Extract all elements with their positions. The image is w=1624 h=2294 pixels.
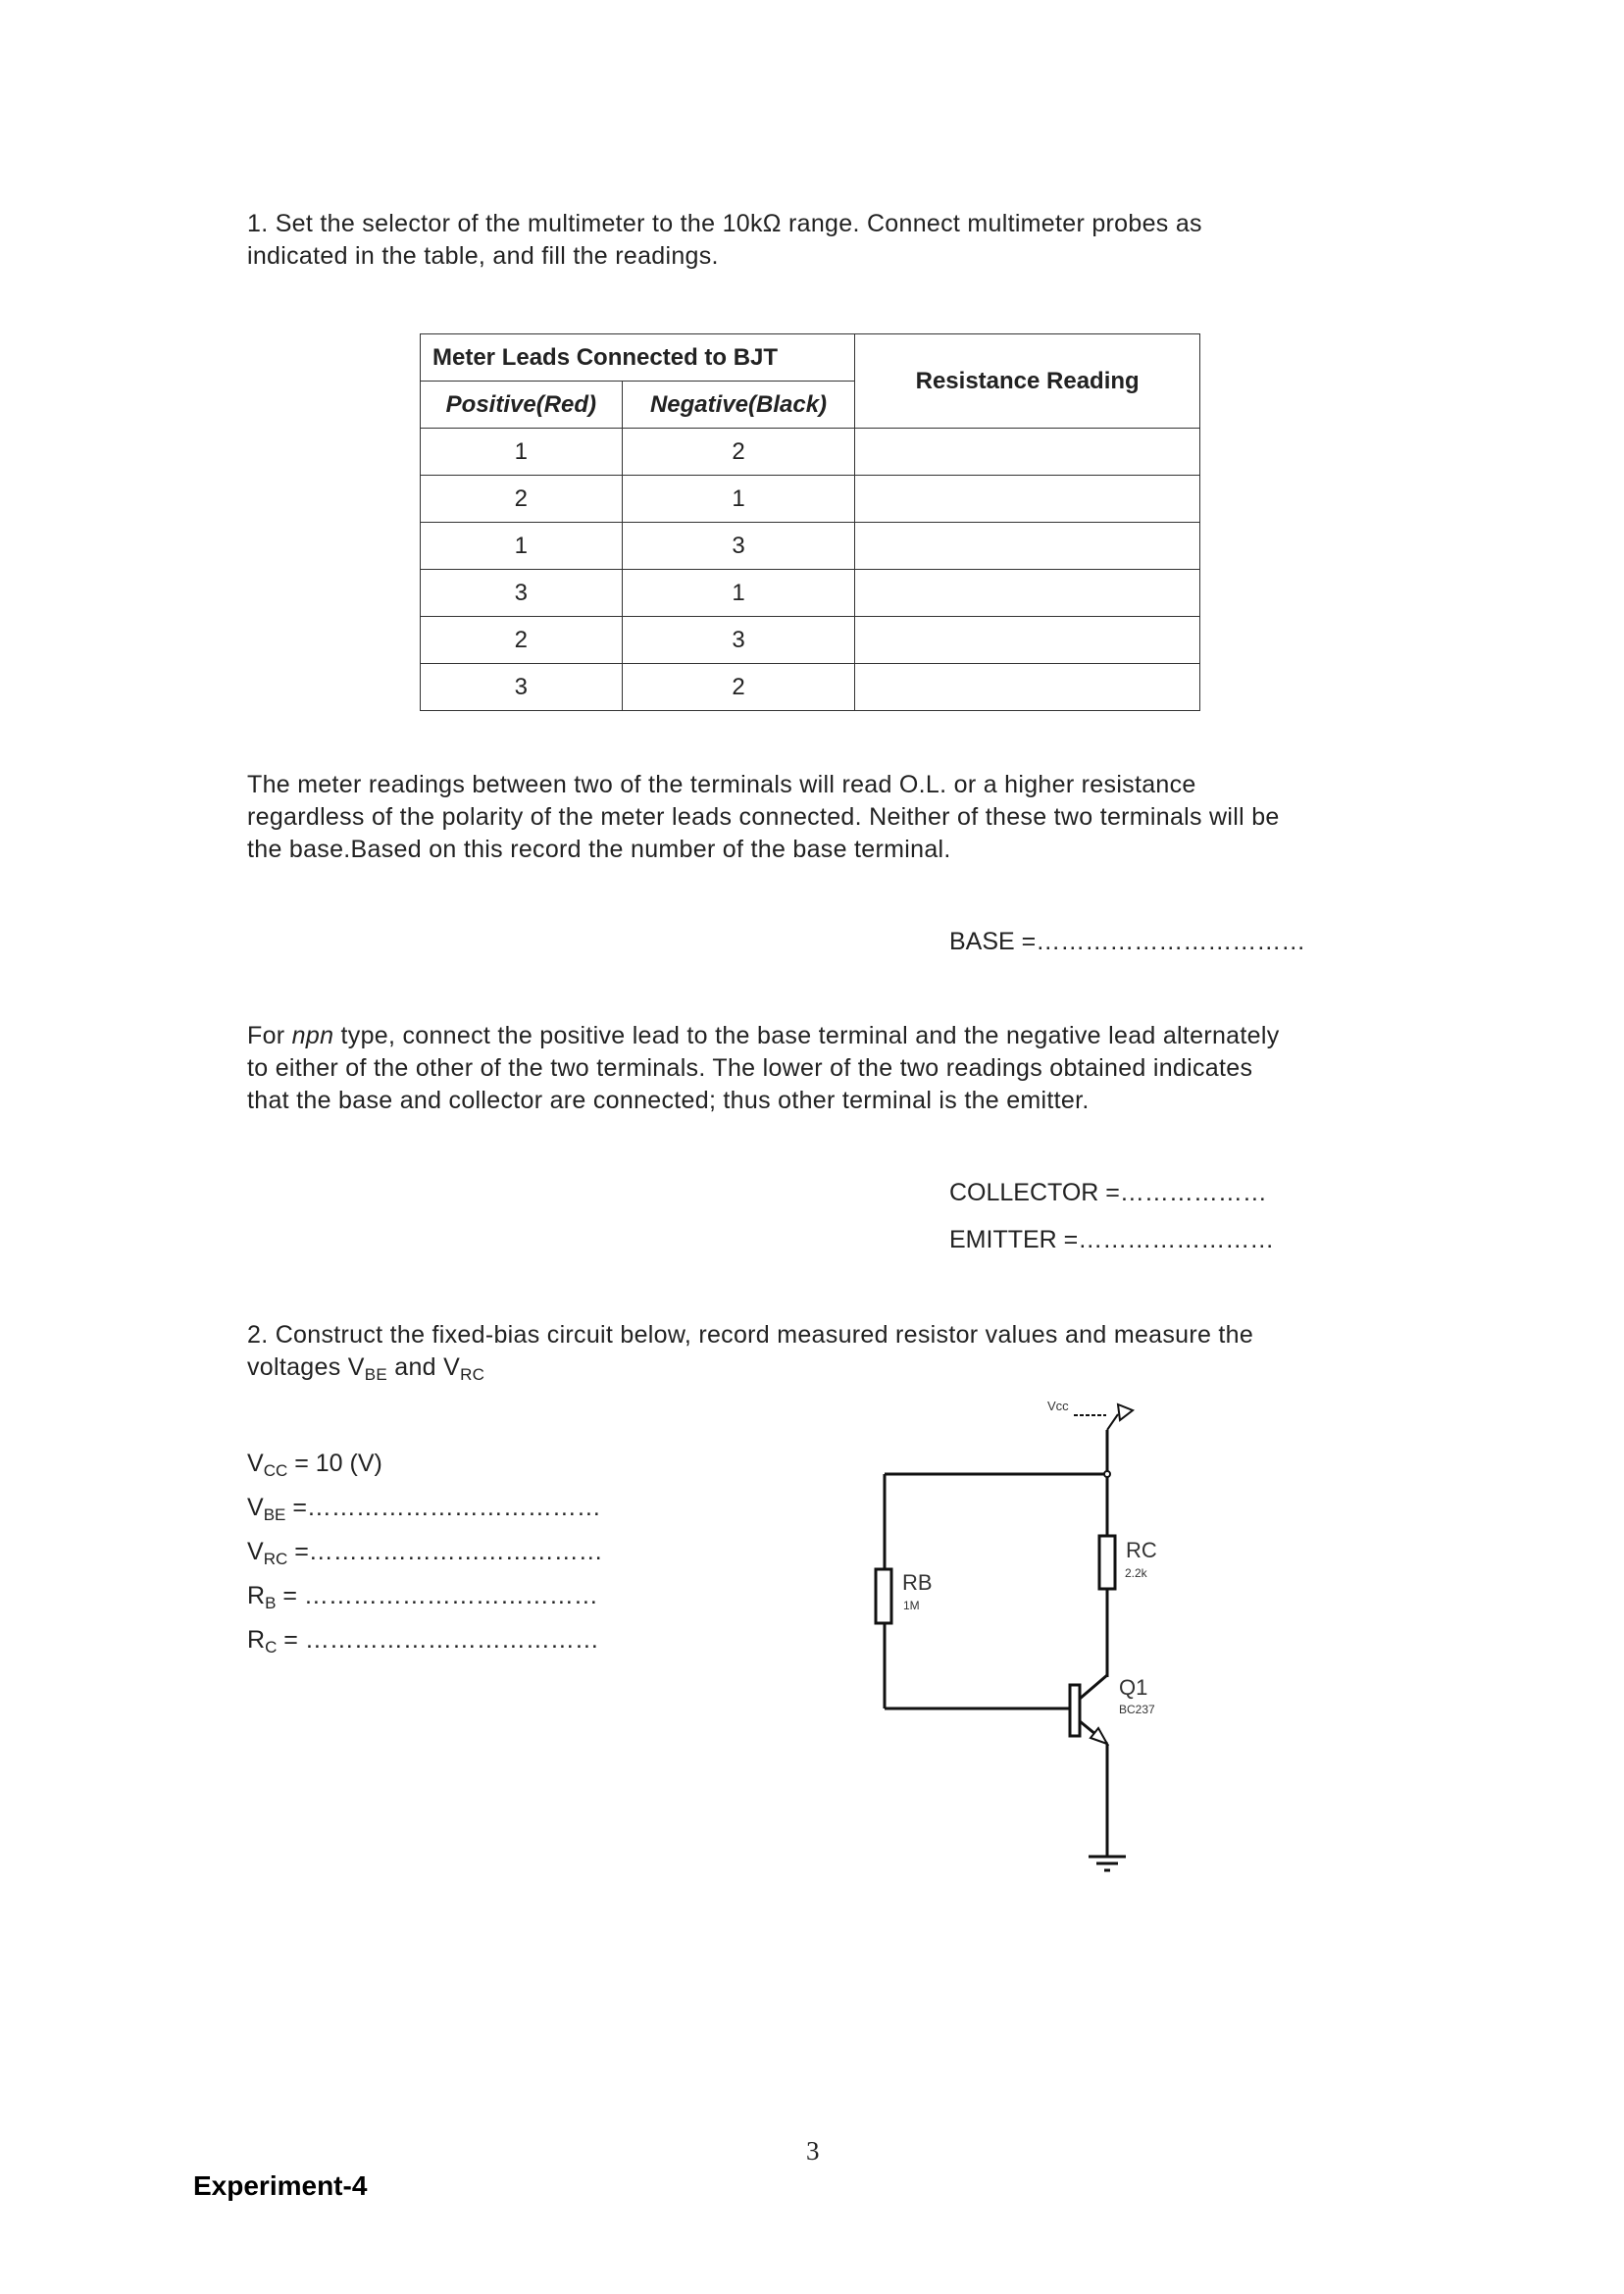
vcc-terminal-icon [1118, 1404, 1133, 1420]
paragraph-1 [247, 769, 1280, 866]
text: For [247, 1022, 292, 1049]
resistance-reading-cell[interactable] [855, 617, 1200, 664]
value: = ……………………………… [276, 1582, 598, 1609]
symbol: V [247, 1538, 264, 1565]
value: = ……………………………… [277, 1626, 599, 1654]
measurement-field[interactable] [247, 1486, 603, 1530]
text-line: regardless of the polarity of the meter leads connected. Neither of these two terminals will be [247, 803, 1280, 831]
rb-resistor [876, 1569, 891, 1623]
measurement-field[interactable] [247, 1618, 603, 1662]
collector-field[interactable]: COLLECTOR =……………… [949, 1179, 1267, 1206]
text: type, connect the positive lead to the base terminal and the negative lead alternately [333, 1022, 1280, 1049]
table-row [421, 523, 1200, 570]
positive-lead-cell: 1 [421, 429, 623, 476]
footer-title: Experiment-4 [193, 2170, 368, 2201]
text-line: The meter readings between two of the terminals will read O.L. or a higher resistance [247, 771, 1196, 798]
table-row [421, 570, 1200, 617]
step1-text [247, 208, 1202, 273]
resistance-reading-cell[interactable] [855, 429, 1200, 476]
value: =……………………………… [287, 1538, 603, 1565]
symbol: R [247, 1582, 266, 1609]
positive-header: Positive(Red) [421, 382, 623, 429]
q1-value: BC237 [1119, 1703, 1155, 1716]
measurement-field[interactable] [247, 1530, 603, 1574]
base-field[interactable]: BASE =…………………………… [949, 928, 1306, 955]
positive-lead-cell: 2 [421, 476, 623, 523]
rb-label: RB [902, 1570, 933, 1595]
text-line: 2. Construct the fixed-bias circuit below, record measured resistor values and measure the [247, 1321, 1254, 1349]
subscript: RC [460, 1365, 485, 1384]
positive-lead-cell: 3 [421, 570, 623, 617]
positive-lead-cell: 3 [421, 664, 623, 711]
text: voltages V [247, 1353, 365, 1381]
resistance-reading-cell[interactable] [855, 476, 1200, 523]
resistance-reading-cell[interactable] [855, 664, 1200, 711]
symbol: V [247, 1494, 264, 1521]
rc-value: 2.2k [1125, 1566, 1147, 1580]
junction [1104, 1471, 1110, 1477]
subscript: B [265, 1594, 277, 1612]
negative-header: Negative(Black) [622, 382, 855, 429]
text: and V [387, 1353, 461, 1381]
negative-lead-cell: 2 [622, 429, 855, 476]
step2-text [247, 1319, 1253, 1391]
resistance-reading-cell[interactable] [855, 523, 1200, 570]
rb-value: 1M [903, 1599, 920, 1612]
measurement-list [247, 1442, 603, 1662]
table-row [421, 664, 1200, 711]
symbol: V [247, 1450, 264, 1477]
value: = 10 (V) [287, 1450, 382, 1477]
text-line: indicated in the table, and fill the readings. [247, 242, 719, 270]
fixed-bias-circuit [834, 1383, 1226, 1922]
reading-header: Resistance Reading [855, 334, 1200, 429]
page-number: 3 [806, 2136, 820, 2166]
subscript: C [265, 1638, 278, 1657]
collector-lead [1080, 1675, 1107, 1699]
q1-label: Q1 [1119, 1675, 1148, 1700]
text-line: to either of the other of the two terminals. The lower of the two readings obtained indicates [247, 1054, 1253, 1082]
negative-lead-cell: 1 [622, 570, 855, 617]
value: =……………………………… [285, 1494, 601, 1521]
negative-lead-cell: 3 [622, 617, 855, 664]
rc-label: RC [1126, 1538, 1157, 1562]
text-line: the base.Based on this record the number of the base terminal. [247, 836, 951, 863]
group-header: Meter Leads Connected to BJT [421, 334, 855, 382]
positive-lead-cell: 1 [421, 523, 623, 570]
measurement-field[interactable] [247, 1574, 603, 1618]
positive-lead-cell: 2 [421, 617, 623, 664]
npn-text: npn [291, 1022, 334, 1049]
emitter-field[interactable]: EMITTER =…………………… [949, 1226, 1275, 1253]
table-row [421, 617, 1200, 664]
negative-lead-cell: 1 [622, 476, 855, 523]
subscript: BE [263, 1505, 286, 1524]
resistance-reading-cell[interactable] [855, 570, 1200, 617]
vcc-label: Vcc [1047, 1399, 1069, 1413]
subscript: RC [263, 1550, 288, 1568]
subscript: BE [364, 1365, 388, 1384]
measurement-field[interactable] [247, 1442, 603, 1486]
rc-resistor [1099, 1536, 1115, 1589]
text-line: 1. Set the selector of the multimeter to the 10kΩ range. Connect multimeter probes as [247, 210, 1202, 237]
readings-table [420, 333, 1200, 711]
text-line: that the base and collector are connected; thus other terminal is the emitter. [247, 1087, 1090, 1114]
negative-lead-cell: 2 [622, 664, 855, 711]
table-row [421, 429, 1200, 476]
table-row [421, 476, 1200, 523]
symbol: R [247, 1626, 266, 1654]
negative-lead-cell: 3 [622, 523, 855, 570]
transistor-base [1070, 1685, 1080, 1736]
subscript: CC [263, 1461, 288, 1480]
paragraph-2 [247, 1020, 1280, 1117]
